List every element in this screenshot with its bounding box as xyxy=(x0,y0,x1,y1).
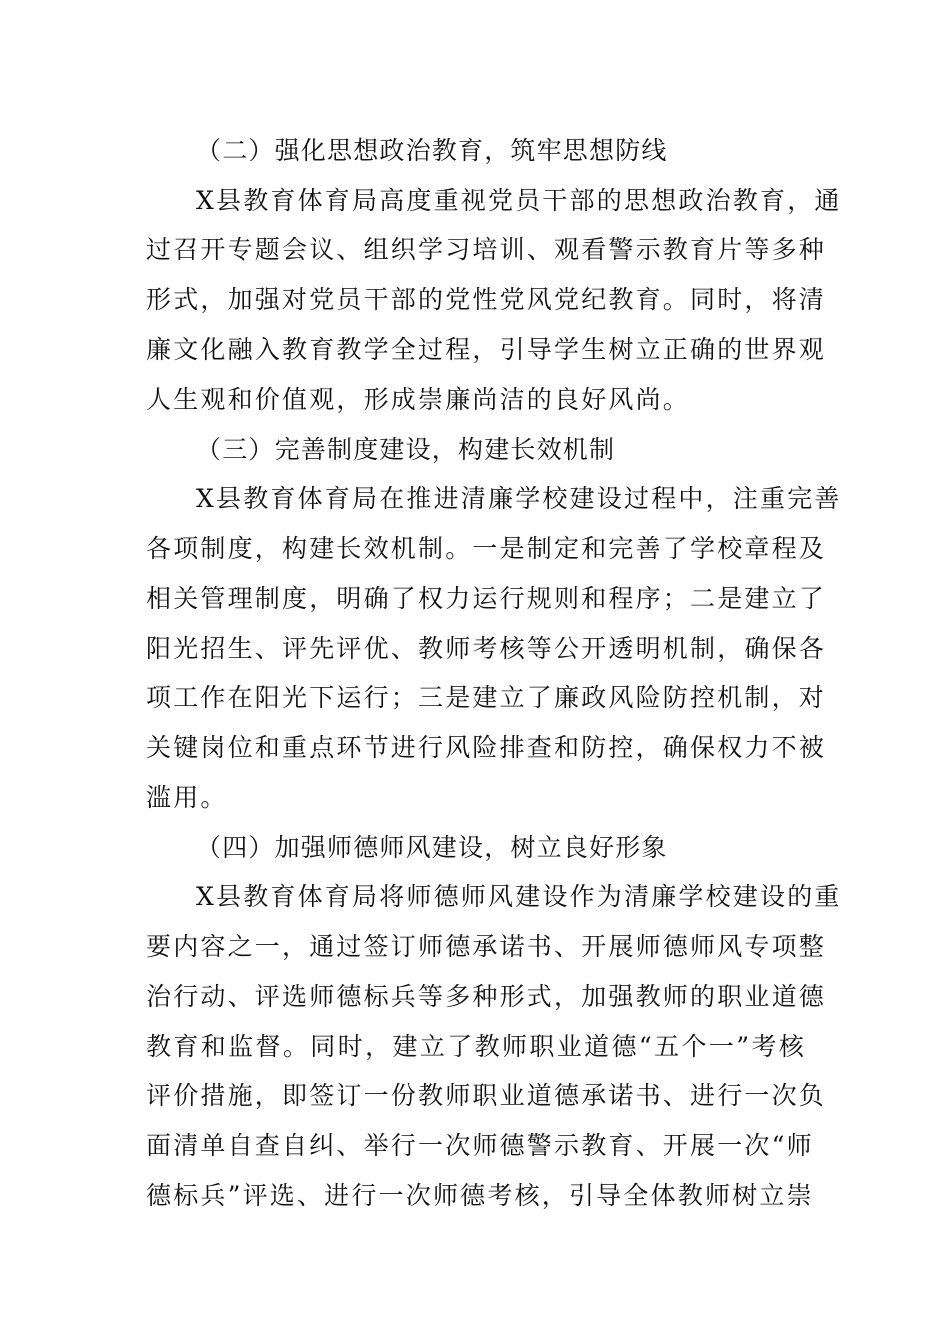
paragraph-line: 形式，加强对党员干部的党性党风党纪教育。同时，将清 xyxy=(146,285,827,314)
paragraph-line: X县教育体育局将师德师风建设作为清廉学校建设的重 xyxy=(196,882,842,911)
paragraph-line: 滥用。 xyxy=(146,783,228,812)
paragraph-line: 阳光招生、评先评优、教师考核等公开透明机制，确保各 xyxy=(146,634,827,663)
paragraph-line: 相关管理制度，明确了权力运行规则和程序；二是建立了 xyxy=(146,584,827,613)
paragraph-line: 德标兵”评选、进行一次师德考核，引导全体教师树立崇 xyxy=(146,1181,814,1210)
paragraph-line: 教育和监督。同时，建立了教师职业道德“五个一”考核 xyxy=(146,1032,806,1061)
paragraph-line: 治行动、评选师德标兵等多种形式，加强教师的职业道德 xyxy=(146,982,827,1011)
section-heading-4: （四）加强师德师风建设，树立良好形象 xyxy=(196,833,668,862)
paragraph-line: 各项制度，构建长效机制。一是制定和完善了学校章程及 xyxy=(146,534,827,563)
paragraph-line: 人生观和价值观，形成崇廉尚洁的良好风尚。 xyxy=(146,385,691,414)
paragraph-line: 评价措施，即签订一份教师职业道德承诺书、进行一次负 xyxy=(146,1081,827,1110)
paragraph-line: X县教育体育局高度重视党员干部的思想政治教育，通 xyxy=(196,186,842,215)
paragraph-line: 项工作在阳光下运行；三是建立了廉政风险防控机制，对 xyxy=(146,683,827,712)
section-heading-3: （三）完善制度建设，构建长效机制 xyxy=(196,435,616,464)
paragraph-line: 廉文化融入教育教学全过程，引导学生树立正确的世界观 xyxy=(146,335,827,364)
paragraph-line: 过召开专题会议、组织学习培训、观看警示教育片等多种 xyxy=(146,235,827,264)
section-heading-2: （二）强化思想政治教育，筑牢思想防线 xyxy=(196,136,668,165)
paragraph-line: 面清单自查自纠、举行一次师德警示教育、开展一次“师 xyxy=(146,1131,814,1160)
paragraph-line: X县教育体育局在推进清廉学校建设过程中，注重完善 xyxy=(196,484,842,513)
paragraph-line: 要内容之一，通过签订师德承诺书、开展师德师风专项整 xyxy=(146,932,827,961)
paragraph-line: 关键岗位和重点环节进行风险排查和防控，确保权力不被 xyxy=(146,733,827,762)
